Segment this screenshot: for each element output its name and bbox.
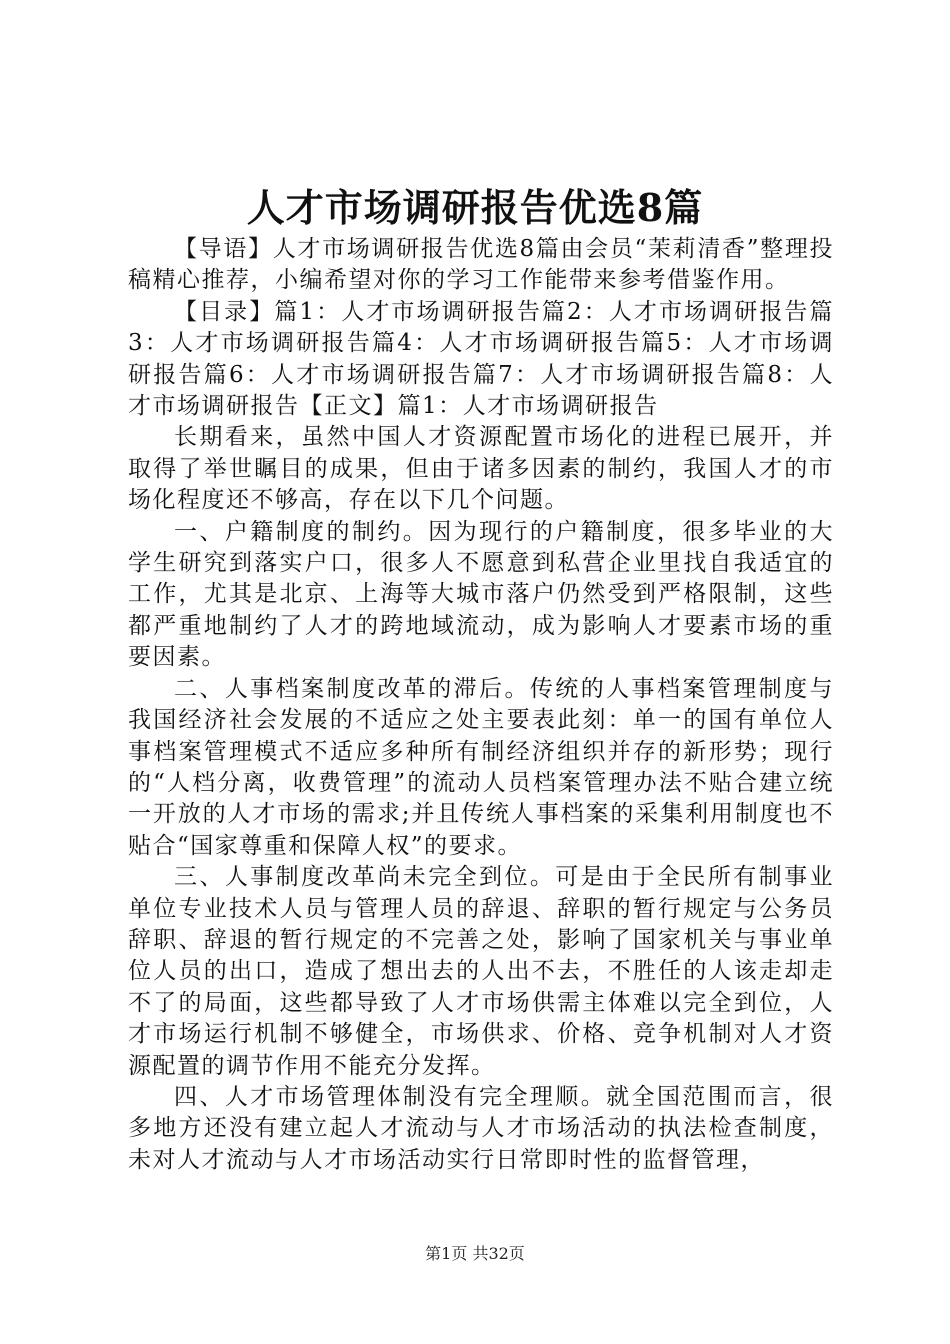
document-title: 人才市场调研报告优选8篇	[246, 185, 704, 230]
paragraph-point-1: 一、户籍制度的制约。因为现行的户籍制度，很多毕业的大学生研究到落实户口，很多人不愿意到私营企业里找自我适宜的工作，尤其是北京、上海等大城市落户仍然受到严格限制，这些都严重地制约了人才的跨地域流动，成为影响人才要素市场的重要因素。	[128, 518, 834, 671]
paragraph-contents: 【目录】篇1：人才市场调研报告篇2：人才市场调研报告篇3：人才市场调研报告篇4：人才市场调研报告篇5：人才市场调研报告篇6：人才市场调研报告篇7：人才市场调研报告篇8：人才市场调研报告【正文】篇1：人才市场调研报告	[128, 298, 834, 420]
paragraph-intro: 【导语】人才市场调研报告优选8篇由会员“茉莉清香”整理投稿精心推荐，小编希望对你的学习工作能带来参考借鉴作用。	[128, 236, 834, 294]
paragraph-overview: 长期看来，虽然中国人才资源配置市场化的进程已展开，并取得了举世瞩目的成果，但由于诸多因素的制约，我国人才的市场化程度还不够高，存在以下几个问题。	[128, 424, 834, 514]
document-body	[128, 234, 834, 1176]
paragraph-point-4: 四、人才市场管理体制没有完全理顺。就全国范围而言，很多地方还没有建立起人才流动与人才市场活动的执法检查制度，未对人才流动与人才市场活动实行日常即时性的监督管理，	[128, 1083, 834, 1173]
paragraph-point-2: 二、人事档案制度改革的滞后。传统的人事档案管理制度与我国经济社会发展的不适应之处主要表此刻：单一的国有单位人事档案管理模式不适应多种所有制经济组织并存的新形势；现行的“人档分离，收费管理”的流动人员档案管理办法不贴合建立统一开放的人才市场的需求;并且传统人事档案的采集利用制度也不贴合“国家尊重和保障人权”的要求。	[128, 675, 834, 859]
paragraph-point-3: 三、人事制度改革尚未完全到位。可是由于全民所有制事业单位专业技术人员与管理人员的辞退、辞职的暂行规定与公务员辞职、辞退的暂行规定的不完善之处，影响了国家机关与事业单位人员的出口，造成了想出去的人出不去，不胜任的人该走却走不了的局面，这些都导致了人才市场供需主体难以完全到位，人才市场运行机制不够健全，市场供求、价格、竞争机制对人才资源配置的调节作用不能充分发挥。	[128, 864, 834, 1079]
page-footer: 第1页 共32页	[425, 1244, 525, 1263]
